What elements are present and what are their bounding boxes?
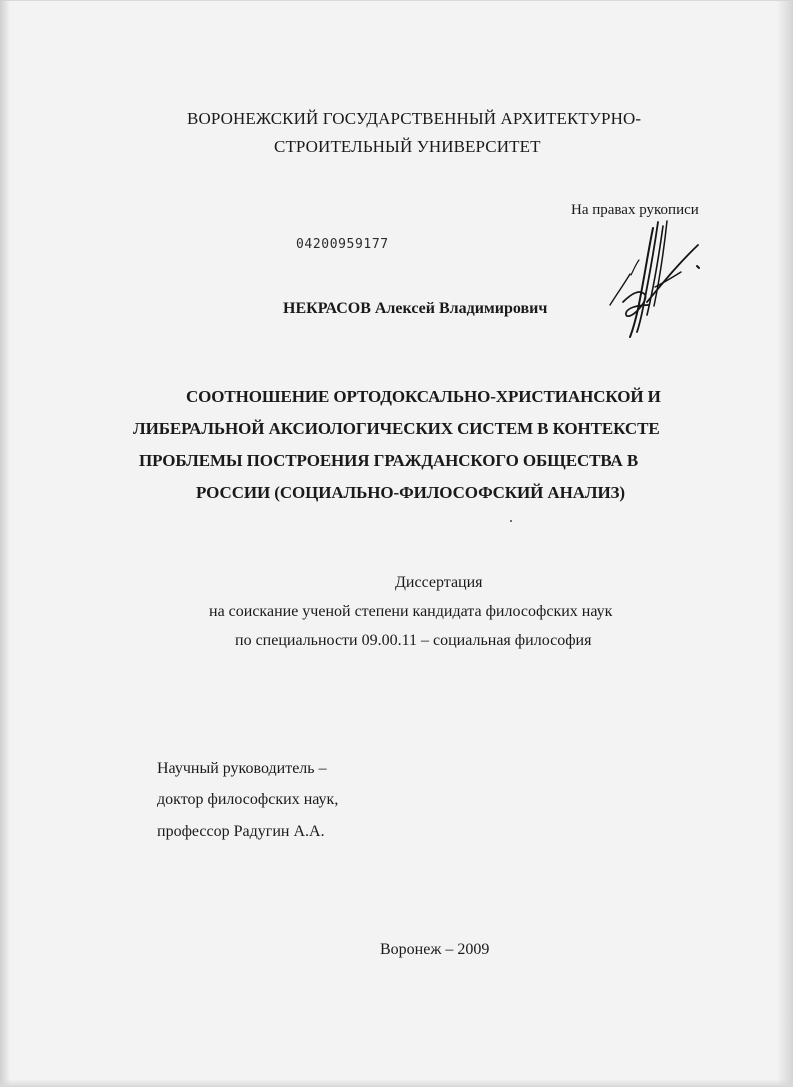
title-line-1: СООТНОШЕНИЕ ОРТОДОКСАЛЬНО-ХРИСТИАНСКОЙ И [186,387,661,406]
scan-edge-left [0,0,10,1087]
manuscript-rights-note: На правах рукописи [571,202,699,218]
scan-speck [510,520,512,522]
scan-edge-right [777,0,793,1087]
degree-line: на соискание ученой степени кандидата философских наук [209,603,613,620]
dissertation-label: Диссертация [395,574,483,591]
author-name: НЕКРАСОВ Алексей Владимирович [283,300,548,317]
university-line-2: СТРОИТЕЛЬНЫЙ УНИВЕРСИТЕТ [274,137,541,156]
title-line-3: ПРОБЛЕМЫ ПОСТРОЕНИЯ ГРАЖДАНСКОГО ОБЩЕСТВА В [139,451,639,470]
supervisor-line-2: доктор философских наук, [157,791,339,808]
place-and-year: Воронеж – 2009 [380,941,490,958]
archive-serial-number: 04200959177 [296,237,389,252]
supervisor-line-3: профессор Радугин А.А. [157,823,325,840]
university-line-1: ВОРОНЕЖСКИЙ ГОСУДАРСТВЕННЫЙ АРХИТЕКТУРНО- [187,109,642,128]
supervisor-line-1: Научный руководитель – [157,760,327,777]
specialty-line: по специальности 09.00.11 – социальная философия [235,632,592,649]
title-line-4: РОССИИ (СОЦИАЛЬНО-ФИЛОСОФСКИЙ АНАЛИЗ) [196,483,625,502]
handwritten-signature-icon [595,214,715,339]
title-line-2: ЛИБЕРАЛЬНОЙ АКСИОЛОГИЧЕСКИХ СИСТЕМ В КОНТЕКСТЕ [133,419,660,438]
scan-edge-bottom [0,1079,793,1087]
